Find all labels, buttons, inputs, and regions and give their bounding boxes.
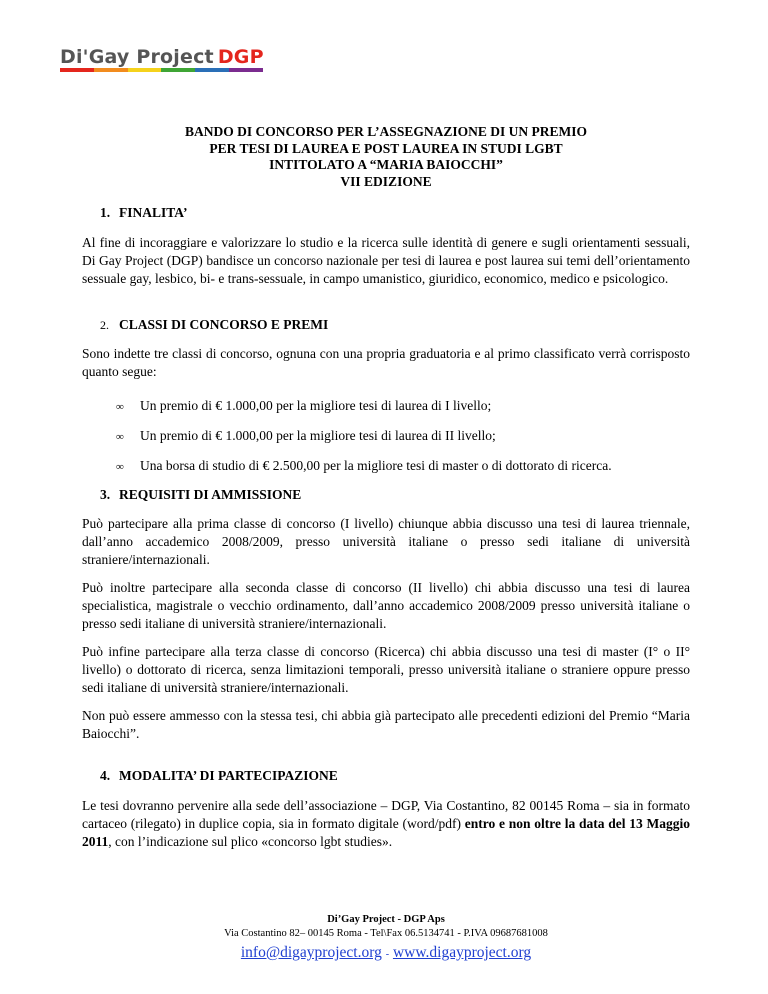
section-number: 1. <box>100 205 111 220</box>
logo-rainbow-stripe <box>60 68 263 72</box>
website-link[interactable]: www.digayproject.org <box>392 944 532 961</box>
paragraph-modalita <box>82 797 690 852</box>
bullet-symbol: ∞ <box>116 401 124 413</box>
list-item-text: Un premio di € 1.000,00 per la migliore tesi di laurea di I livello; <box>140 398 492 413</box>
title-line-4: VII EDIZIONE <box>340 173 432 189</box>
stripe-orange <box>94 68 128 72</box>
paragraph-text: Le tesi dovranno pervenire alla sede dell’associazione – DGP, Via Costantino, 82 00145 Roma – sia in formato cartaceo (rilegato) in duplice copia, sia in formato digitale (word/pdf) <box>82 798 690 832</box>
document-title <box>82 124 690 190</box>
list-item <box>116 457 612 476</box>
title-line-2: PER TESI DI LAUREA E POST LAUREA IN STUDI LGBT <box>209 140 563 156</box>
stripe-green <box>161 68 195 72</box>
section-title: MODALITA’ DI PARTECIPAZIONE <box>119 768 338 783</box>
list-item-text: Un premio di € 1.000,00 per la migliore tesi di laurea di II livello; <box>140 428 496 443</box>
footer-address: Via Costantino 82– 00145 Roma - Tel\Fax 06.5134741 - P.IVA 09687681008 <box>224 928 548 939</box>
section-heading-finalita <box>82 204 188 221</box>
title-line-3: INTITOLATO A “MARIA BAIOCCHI” <box>269 157 503 172</box>
paragraph-requisiti-2: Può inoltre partecipare alla seconda classe di concorso (II livello) chi abbia discusso una tesi di laurea specialistica, magistrale o vecchio ordinamento, dall’anno accademico 2008/2009 presso università italiane o presso sedi italiane di università straniere/internazionali. <box>82 580 690 632</box>
logo-text: Di'Gay Project <box>60 46 214 68</box>
stripe-purple <box>229 68 263 72</box>
paragraph-requisiti-3: Può infine partecipare alla terza classe di concorso (Ricerca) chi abbia discusso una tesi di master (I° o II° livello) o dottorato di ricerca, senza limitazioni temporali, presso università italiane o straniere oppure presso sedi italiane di università straniere/internazionali. <box>82 644 690 696</box>
logo-accent: DGP <box>217 46 264 68</box>
section-heading-classi <box>82 316 328 334</box>
paragraph-requisiti-4: Non può essere ammesso con la stessa tesi, chi abbia già partecipato alle precedenti edizioni del Premio “Maria Baiocchi”. <box>82 708 690 742</box>
paragraph-requisiti-1: Può partecipare alla prima classe di concorso (I livello) chiunque abbia discusso una tesi di laurea triennale, dall’anno accademico 2008/2009, presso università italiane o presso sedi italiane di università straniere/internazionali. <box>82 516 690 568</box>
section-number: 2. <box>100 318 109 332</box>
section-number: 4. <box>100 768 111 783</box>
paragraph-finalita: Al fine di incoraggiare e valorizzare lo studio e la ricerca sulle identità di genere e sugli orientamenti sessuali, Di Gay Project (DGP) bandisce un concorso nazionale per tesi di laurea e post laurea sui temi dell’orientamento sessuale gay, lesbico, bi- e trans-sessuale, in campo umanistico, giuridico, economico, medico e psicologico. <box>82 235 690 287</box>
stripe-blue <box>195 68 229 72</box>
footer-org: Di’Gay Project - DGP Aps <box>327 914 445 925</box>
email-link[interactable]: info@digayproject.org <box>240 944 382 961</box>
stripe-red <box>60 68 94 72</box>
section-title: FINALITA’ <box>119 205 188 220</box>
section-title: CLASSI DI CONCORSO E PREMI <box>119 317 329 332</box>
logo <box>60 46 264 68</box>
list-item-text: Una borsa di studio di € 2.500,00 per la migliore tesi di master o di dottorato di ricerca. <box>140 458 612 473</box>
section-heading-modalita <box>82 767 338 784</box>
section-number: 3. <box>100 487 111 502</box>
paragraph-classi: Sono indette tre classi di concorso, ognuna con una propria graduatoria e al primo classificato verrà corrisposto quanto segue: <box>82 346 690 380</box>
section-title: REQUISITI DI AMMISSIONE <box>119 487 302 502</box>
bullet-symbol: ∞ <box>116 461 124 473</box>
stripe-yellow <box>128 68 162 72</box>
list-item <box>116 427 496 446</box>
footer-links <box>82 943 690 965</box>
bullet-symbol: ∞ <box>116 431 124 443</box>
list-item <box>116 397 491 416</box>
footer-separator: - <box>385 949 390 960</box>
paragraph-text: , con l’indicazione sul plico «concorso lgbt studies». <box>108 834 393 850</box>
section-heading-requisiti <box>82 486 301 503</box>
deadline-text: entro e non oltre la data del 13 Maggio 2011 <box>82 816 690 850</box>
title-line-1: BANDO DI CONCORSO PER L’ASSEGNAZIONE DI UN PREMIO <box>185 124 587 139</box>
